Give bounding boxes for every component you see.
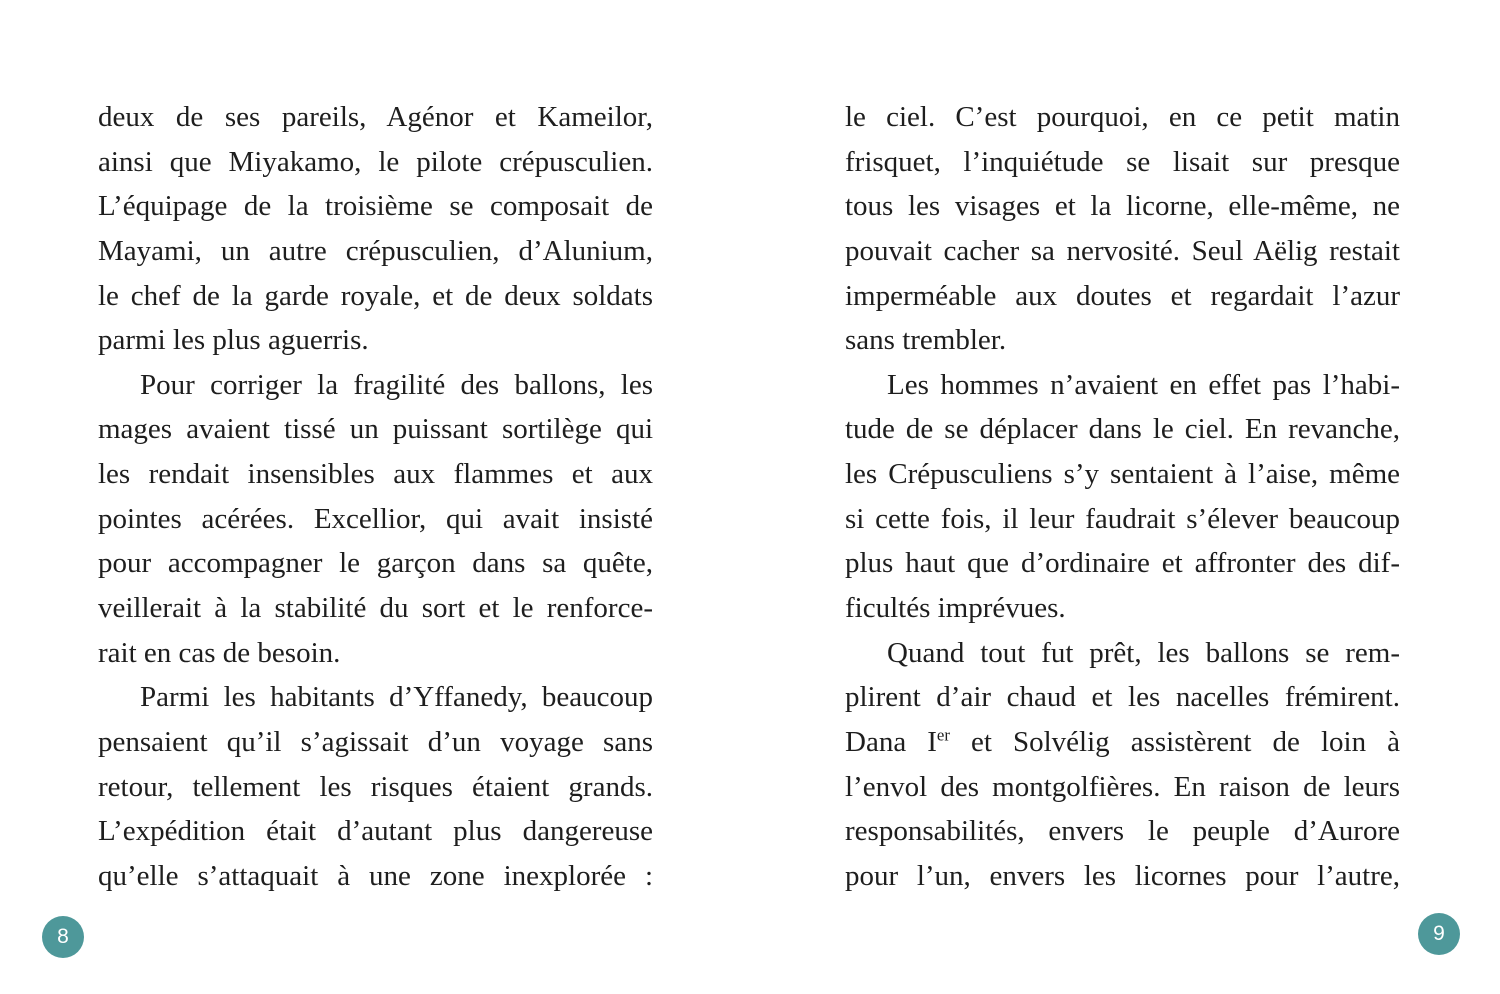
page-number-left: 8 bbox=[57, 925, 69, 948]
page-left-text bbox=[98, 95, 653, 899]
text-line: le ciel. C’est pourquoi, en ce petit matin bbox=[845, 101, 1400, 133]
text-line: pour l’un, envers les licornes pour l’autre, bbox=[845, 859, 1400, 892]
page-right-text bbox=[845, 95, 1400, 899]
text-line: L’expédition était d’autant plus dangereuse bbox=[98, 815, 653, 848]
text-line: les Crépusculiens s’y sentaient à l’aise, même bbox=[845, 458, 1400, 491]
text-line: rait en cas de besoin. bbox=[98, 636, 341, 669]
text-line: l’envol des montgolfières. En raison de leurs bbox=[845, 770, 1400, 803]
text-line: Quand tout fut prêt, les ballons se rem- bbox=[887, 636, 1400, 669]
text-line: tude de se déplacer dans le ciel. En revanche, bbox=[845, 413, 1400, 446]
text-line: plirent d’air chaud et les nacelles frémirent. bbox=[845, 681, 1400, 714]
text-line: pour accompagner le garçon dans sa quête, bbox=[98, 547, 653, 580]
text-line: veillerait à la stabilité du sort et le renforce- bbox=[98, 592, 653, 625]
text-line: pouvait cacher sa nervosité. Seul Aëlig restait bbox=[845, 234, 1400, 267]
text-line: Dana Ier et Solvélig assistèrent de loin à bbox=[845, 725, 1400, 758]
page-number-right: 9 bbox=[1433, 922, 1445, 945]
text-line: parmi les plus aguerris. bbox=[98, 324, 369, 357]
text-line: pointes acérées. Excellior, qui avait insisté bbox=[98, 502, 653, 535]
text-line: Parmi les habitants d’Yffanedy, beaucoup bbox=[140, 681, 653, 714]
text-line: plus haut que d’ordinaire et affronter des dif- bbox=[845, 547, 1400, 580]
text-line: Les hommes n’avaient en effet pas l’habi- bbox=[887, 368, 1400, 401]
page-number-badge-left bbox=[42, 916, 84, 958]
text-line: Mayami, un autre crépusculien, d’Alunium, bbox=[98, 234, 653, 267]
text-line: les rendait insensibles aux flammes et aux bbox=[98, 458, 653, 491]
text-line: tous les visages et la licorne, elle-même, ne bbox=[845, 190, 1400, 223]
text-line: responsabilités, envers le peuple d’Aurore bbox=[845, 815, 1400, 848]
page-number-badge-right bbox=[1418, 913, 1460, 955]
text-line: deux de ses pareils, Agénor et Kameilor, bbox=[98, 101, 653, 133]
text-line: Pour corriger la fragilité des ballons, les bbox=[140, 368, 653, 401]
text-line: si cette fois, il leur faudrait s’élever beaucoup bbox=[845, 502, 1400, 535]
text-line: ainsi que Miyakamo, le pilote crépusculien. bbox=[98, 145, 653, 178]
text-line: retour, tellement les risques étaient grands. bbox=[98, 770, 653, 803]
text-line: le chef de la garde royale, et de deux soldats bbox=[98, 279, 653, 312]
text-line: ficultés imprévues. bbox=[845, 592, 1066, 625]
text-line: imperméable aux doutes et regardait l’azur bbox=[845, 279, 1400, 312]
text-line: mages avaient tissé un puissant sortilège qui bbox=[98, 413, 653, 446]
text-line: pensaient qu’il s’agissait d’un voyage sans bbox=[98, 725, 653, 758]
text-line: frisquet, l’inquiétude se lisait sur presque bbox=[845, 145, 1400, 178]
text-line: qu’elle s’attaquait à une zone inexplorée : bbox=[98, 859, 653, 892]
text-line: sans trembler. bbox=[845, 324, 1007, 357]
text-line: L’équipage de la troisième se composait de bbox=[98, 190, 653, 223]
